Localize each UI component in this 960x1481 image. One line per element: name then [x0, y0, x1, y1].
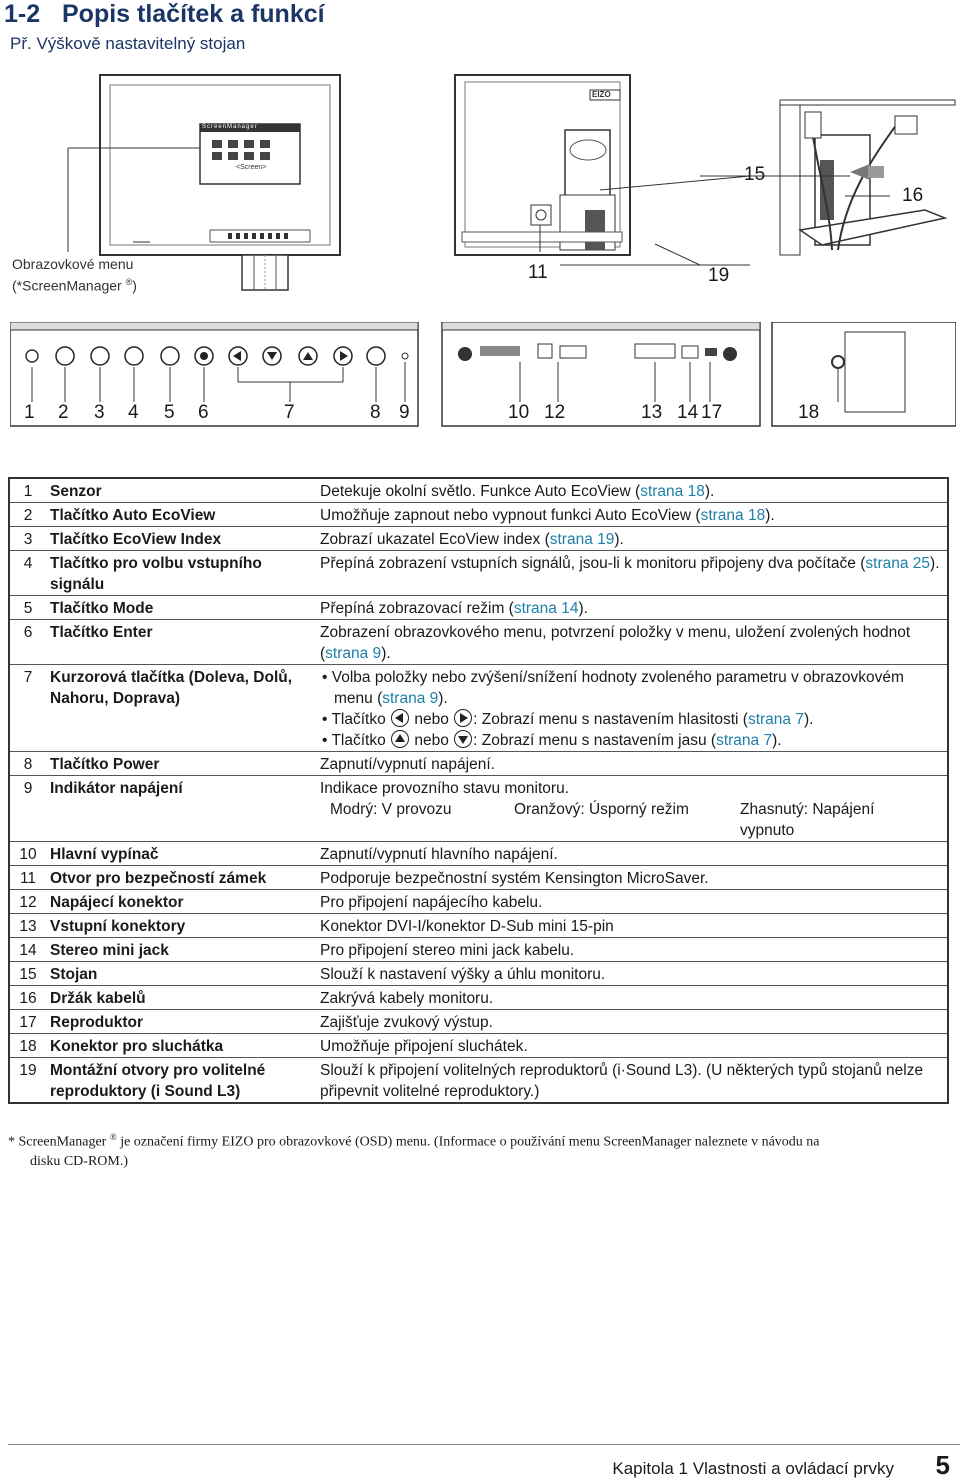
page-link[interactable]: strana 9: [382, 690, 439, 707]
left-arrow-icon: [391, 709, 409, 727]
table-row: 19 Montážní otvory pro volitelné reproduktory (i Sound L3) Slouží k připojení volitelných reproduktorů (i·Sound L3). (U některých typů stojanů nelze připevnit volitelné reproduktory.): [9, 1058, 948, 1104]
up-arrow-icon: [391, 730, 409, 748]
right-arrow-icon: [454, 709, 472, 727]
callout-16: 16: [902, 185, 924, 206]
button-function-table: [8, 477, 949, 1104]
panel-number-17: 17: [701, 402, 723, 423]
panel-number-13: 13: [641, 402, 663, 423]
chapter-footer: Kapitola 1 Vlastnosti a ovládací prvky: [612, 1459, 894, 1478]
panel-number-3: 3: [94, 402, 105, 423]
table-row: 14 Stereo mini jack Pro připojení stereo mini jack kabelu.: [9, 938, 948, 962]
table-row: 8 Tlačítko Power Zapnutí/vypnutí napájení.: [9, 752, 948, 776]
panel-number-4: 4: [128, 402, 139, 423]
table-row: 12 Napájecí konektor Pro připojení napájecího kabelu.: [9, 890, 948, 914]
list-item: • Volba položky nebo zvýšení/snížení hodnoty zvoleného parametru v obrazovkovém menu (strana 9).: [322, 669, 904, 707]
panel-number-10: 10: [508, 402, 530, 423]
page-link[interactable]: strana 18: [640, 483, 705, 500]
list-item: • Tlačítko nebo : Zobrazí menu s nastavením hlasitosti (strana 7).: [322, 711, 814, 728]
table-row: 9 Indikátor napájení Indikace provozního stavu monitoru. Modrý: V provozu Oranžový: Úsporný režim Zhasnutý: Napájení vypnuto: [9, 776, 948, 842]
panel-number-1: 1: [24, 402, 35, 423]
monitor-illustration: [0, 60, 960, 320]
table-row: 1 Senzor Detekuje okolní světlo. Funkce Auto EcoView (strana 18).: [9, 478, 948, 503]
page-link[interactable]: strana 9: [325, 645, 382, 662]
page-title: [4, 0, 325, 29]
monitor-drawing: [0, 60, 960, 320]
table-row: 11 Otvor pro bezpečností zámek Podporuje bezpečnostní systém Kensington MicroSaver.: [9, 866, 948, 890]
table-row: 13 Vstupní konektory Konektor DVI-I/konektor D-Sub mini 15-pin: [9, 914, 948, 938]
table-row: 18 Konektor pro sluchátka Umožňuje připojení sluchátek.: [9, 1034, 948, 1058]
table-row: 7 Kurzorová tlačítka (Doleva, Dolů, Nahoru, Doprava) • Volba položky nebo zvýšení/snížení hodnoty zvoleného parametru v obrazovkovém menu (strana 9). • Tlačítko nebo : Zobrazí menu s nastavením hlasitosti (strana 7). • Tlačítko nebo : Zobrazí menu s nastavením jasu (strana 7).: [9, 665, 948, 752]
panel-number-14: 14: [677, 402, 699, 423]
osd-title: ScreenManager: [202, 124, 258, 130]
page-link[interactable]: strana 18: [700, 507, 766, 524]
footer-divider: [8, 1444, 960, 1445]
list-item: • Tlačítko nebo : Zobrazí menu s nastavením jasu (strana 7).: [322, 732, 782, 749]
table-row: 4 Tlačítko pro volbu vstupního signálu Přepíná zobrazení vstupních signálů, jsou-li k monitoru připojeny dva počítače (strana 25).: [9, 551, 948, 596]
page-subtitle: Př. Výškově nastavitelný stojan: [10, 34, 246, 53]
page-link[interactable]: strana 7: [716, 732, 773, 749]
table-row: 5 Tlačítko Mode Přepíná zobrazovací režim (strana 14).: [9, 596, 948, 620]
panel-number-8: 8: [370, 402, 381, 423]
footnote: * ScreenManager ® je označení firmy EIZO pro obrazovkové (OSD) menu. (Informace o používání menu ScreenManager naleznete v návodu na disku CD-ROM.): [8, 1132, 820, 1169]
panel-number-12: 12: [544, 402, 566, 423]
panel-number-5: 5: [164, 402, 175, 423]
table-row: 3 Tlačítko EcoView Index Zobrazí ukazatel EcoView index (strana 19).: [9, 527, 948, 551]
page-link[interactable]: strana 25: [865, 555, 931, 572]
down-arrow-icon: [454, 730, 472, 748]
section-number: 1-2: [4, 0, 41, 28]
power-indicator-states: Modrý: V provozu Oranžový: Úsporný režim Zhasnutý: Napájení vypnuto: [330, 801, 875, 839]
page-link[interactable]: strana 19: [549, 531, 615, 548]
callout-15: 15: [744, 164, 766, 185]
callout-19: 19: [708, 265, 730, 286]
eizo-logo: EIZO: [592, 90, 611, 99]
callout-11: 11: [528, 262, 548, 283]
panel-number-9: 9: [399, 402, 410, 423]
panel-number-2: 2: [58, 402, 69, 423]
table-row: 6 Tlačítko Enter Zobrazení obrazovkového menu, potvrzení položky v menu, uložení zvolených hodnot (strana 9).: [9, 620, 948, 665]
osd-label: Obrazovkové menu (*ScreenManager ®): [12, 256, 137, 294]
page-number: 5: [935, 1450, 950, 1480]
panel-number-7: 7: [284, 402, 295, 423]
table-row: 15 Stojan Slouží k nastavení výšky a úhlu monitoru.: [9, 962, 948, 986]
panel-number-18: 18: [798, 402, 820, 423]
section-title: Popis tlačítek a funkcí: [62, 0, 325, 28]
table-row: 2 Tlačítko Auto EcoView Umožňuje zapnout nebo vypnout funkci Auto EcoView (strana 18).: [9, 503, 948, 527]
table-row: 10 Hlavní vypínač Zapnutí/vypnutí hlavního napájení.: [9, 842, 948, 866]
page-link[interactable]: strana 7: [747, 711, 804, 728]
table-row: 17 Reproduktor Zajišťuje zvukový výstup.: [9, 1010, 948, 1034]
page-link[interactable]: strana 14: [513, 600, 579, 617]
osd-footer: <Screen>: [236, 164, 267, 171]
panel-number-6: 6: [198, 402, 209, 423]
table-row: 16 Držák kabelů Zakrývá kabely monitoru.: [9, 986, 948, 1010]
